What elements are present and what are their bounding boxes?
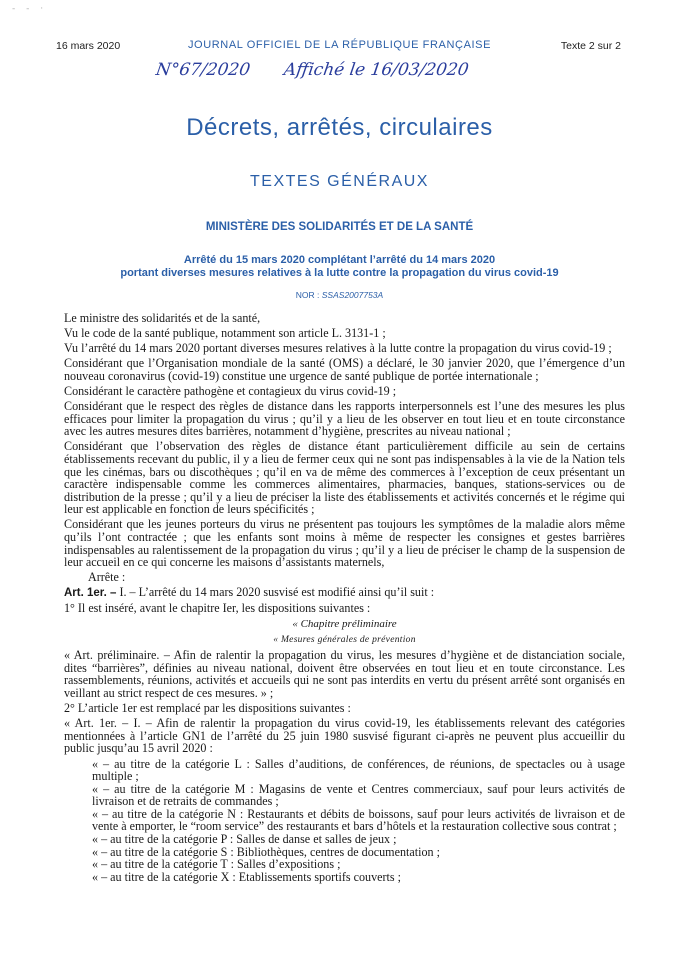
list-item: « – au titre de la catégorie N : Restaurants et débits de boissons, sauf pour leurs activités de livraison et de vente à emporter, le “room service” des restaurants et bars d’hôtels et la restauration collective sous contrat ; [92,806,625,834]
header-date: 16 mars 2020 [56,40,121,52]
paragraph: Considérant que l’Organisation mondiale de la santé (OMS) a déclaré, le 30 janvier 2020, que l’émergence d’un nouveau coronavirus (covid-19) constitue une urgence de santé publique de portée internationale ; [64,356,625,383]
arrete-title-line-1: Arrêté du 15 mars 2020 complétant l’arrêté du 14 mars 2020 [183,254,496,266]
paragraph: Considérant que le respect des règles de distance dans les rapports interpersonnels est l’une des mesures les plus efficaces pour limiter la propagation du virus ; qu’il y a lieu de les observer en tout lieu et en toute circonstance avec les autres mesures dites barrières, notamment d’hygiène, prescrites au niveau national ; [64,399,625,439]
paragraph: Considérant le caractère pathogène et contagieux du virus covid-19 ; [64,383,397,398]
point-1: 1° Il est inséré, avant le chapitre Ier, les dispositions suivantes : [64,601,371,616]
handwritten-number: N°67/2020 [154,60,252,80]
list-item: « – au titre de la catégorie T : Salles d’expositions ; [92,857,341,872]
list-item: « – au titre de la catégorie P : Salles de danse et salles de jeux ; [92,832,397,847]
nor-value: SSAS2007753A [321,290,384,300]
arrete-title-line-2: portant diverses mesures relatives à la lutte contre la propagation du virus covid-19 [120,267,559,279]
journal-header: JOURNAL OFFICIEL DE LA RÉPUBLIQUE FRANÇAISE [187,39,492,51]
handwritten-posted-date: Affiché le 16/03/2020 [282,60,470,80]
category-list [64,758,625,884]
document-body [64,312,625,883]
paragraph: Vu le code de la santé publique, notamment son article L. 3131-1 ; [64,326,386,341]
ministry-heading: MINISTÈRE DES SOLIDARITÉS ET DE LA SANTÉ [205,221,474,233]
chapter-title: « Chapitre préliminaire [292,618,397,631]
nor-label: NOR : [295,290,320,300]
article-1-new: « Art. 1er. – I. – Afin de ralentir la propagation du virus covid-19, les établissements relevant des catégories mentionnées à l’article GN1 de l’arrêté du 25 juin 1980 susvisé figurant ci-après ne peuvent plus accueillir du public jusqu’au 15 avril 2020 : [64,716,625,756]
header-page-number: Texte 2 sur 2 [560,40,621,52]
arrete-title [60,254,619,280]
chapter-subtitle: « Mesures générales de prévention [273,634,416,645]
point-2: 2° L’article 1er est remplacé par les dispositions suivantes : [64,701,351,716]
paragraph: Considérant que les jeunes porteurs du virus ne présentent pas toujours les symptômes de la maladie alors même qu’ils l’ont contractée ; que les enfants sont moins à même de respecter les consignes et gestes barrières indispensables au ralentissement de la propagation du virus ; qu’il y a lieu de préciser le champ de la suspension de leur accueil en ce qui concerne les maisons d’assistants maternels, [64,517,625,570]
arrete-line: Arrête : [88,570,126,585]
list-item: « – au titre de la catégorie X : Etablissements sportifs couverts ; [92,869,401,884]
article-1-text: I. – L’arrêté du 14 mars 2020 susvisé est modifié ainsi qu’il suit : [119,585,435,600]
article-preliminaire: « Art. préliminaire. – Afin de ralentir la propagation du virus, les mesures d’hygiène et de distanciation sociale, dites “barrières”, définies au niveau national, doivent être observées en tout lieu et en toute circonstance. Les rassemblements, réunions, activités et accueils qui ne sont pas interdits en vertu du présent arrêté sont organisés en veillant au strict respect de ces mesures. » ; [64,648,625,701]
article-1 [64,586,625,600]
paragraph: Considérant que l’observation des règles de distance étant particulièrement difficile au sein de certains établissements recevant du public, il y a lieu de fermer ceux qui ne sont pas indispensables à la vie de la Nation tels que les cinémas, bars ou discothèques ; qu’il en va de même des commerces à l’exception de ceux présentant un caractère indispensable comme les commerces alimentaires, pharmacies, banques, stations-services ou de distribution de la presse ; qu’il y a lieu de préciser la liste des établissements et activités concernés et le régime qui leur est applicable en fonction de leurs spécificités ; [64,439,625,517]
article-1-label: Art. 1er. – [64,587,117,600]
list-item: « – au titre de la catégorie S : Bibliothèques, centres de documentation ; [92,844,440,859]
paragraph: Vu l’arrêté du 14 mars 2020 portant diverses mesures relatives à la lutte contre la propagation du virus covid-19 ; [64,341,612,356]
list-item: « – au titre de la catégorie L : Salles d’auditions, de conférences, de réunions, de spectacles ou à usage multiple ; [92,756,625,784]
list-item: « – au titre de la catégorie M : Magasins de vente et Centres commerciaux, sauf pour leurs activités de livraison et de retraits de commandes ; [92,781,625,809]
page-title: Décrets, arrêtés, circulaires [186,114,493,141]
nor-reference [0,290,679,300]
paragraph: Le ministre des solidarités et de la santé, [64,311,261,325]
section-title: TEXTES GÉNÉRAUX [250,173,429,190]
scan-marks: - - · [12,4,48,14]
